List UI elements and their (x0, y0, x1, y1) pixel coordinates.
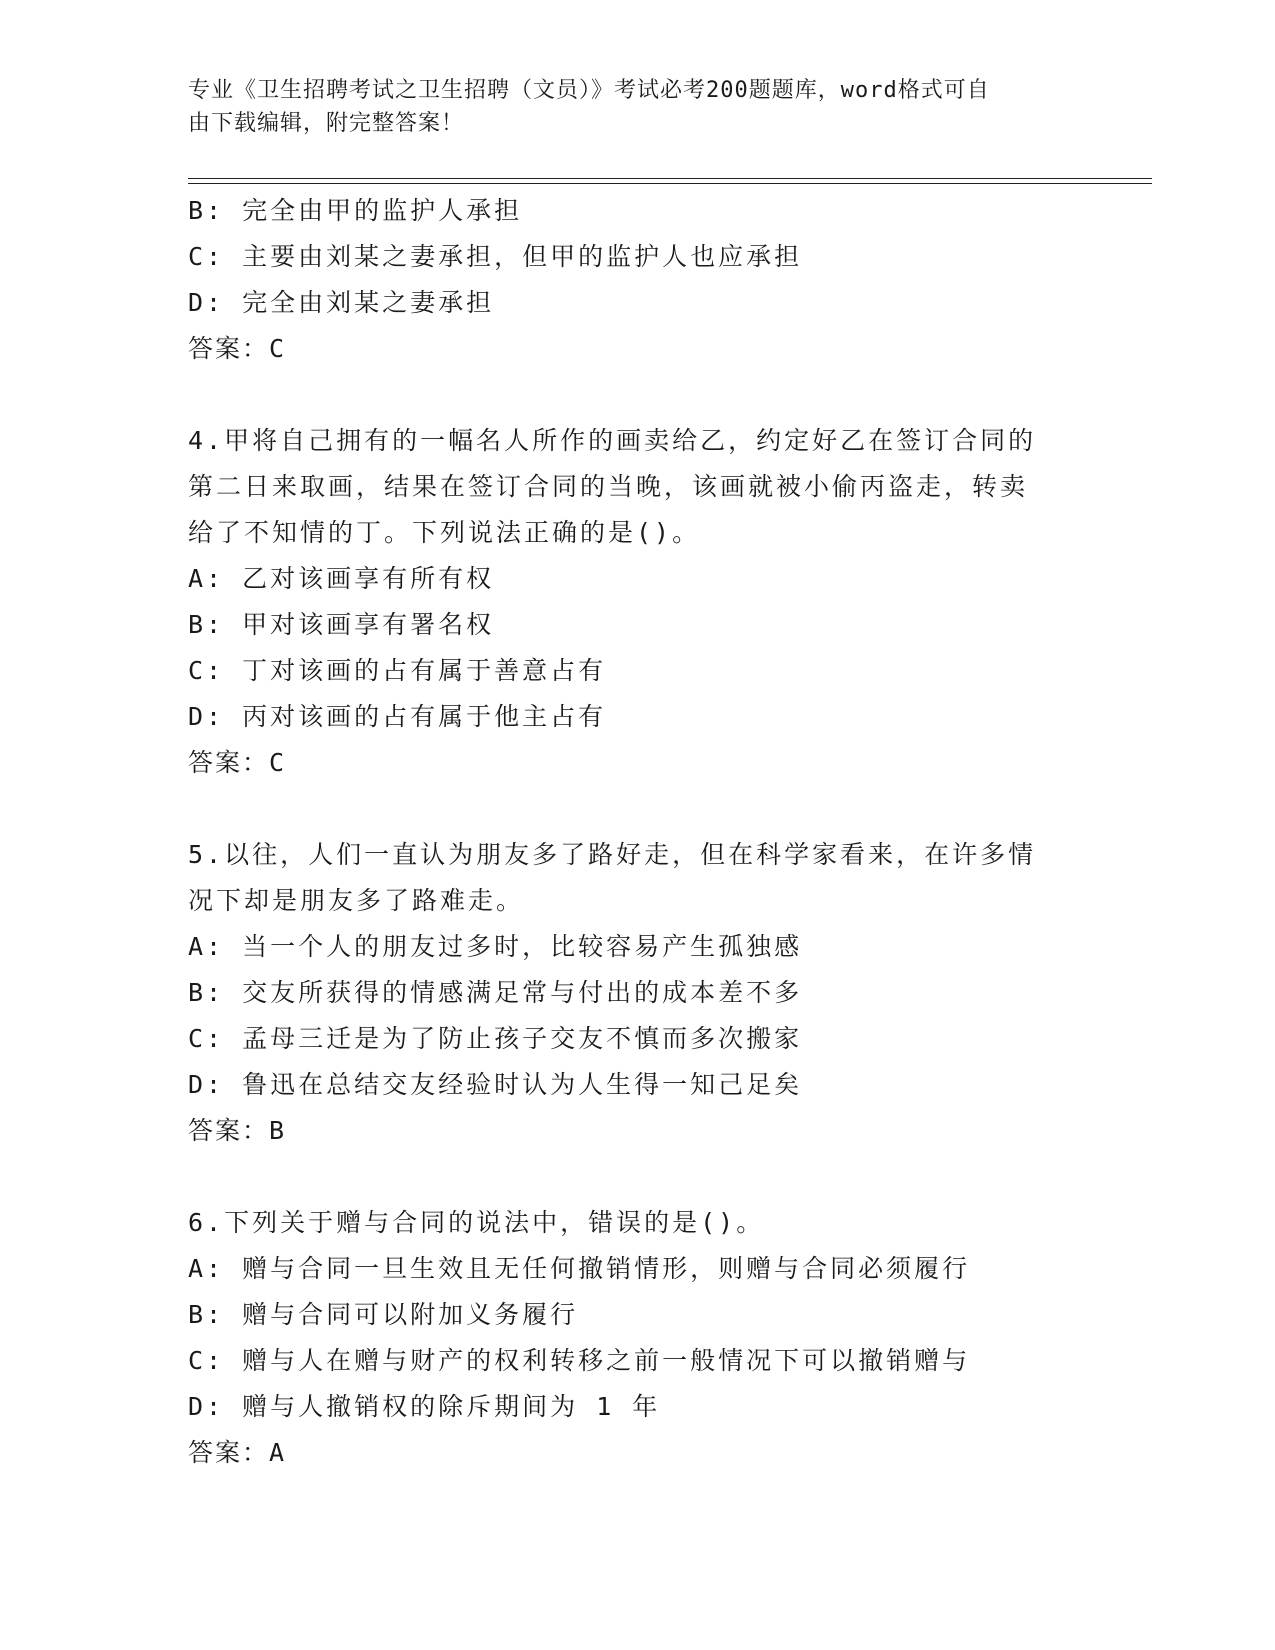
question-text (188, 832, 1088, 924)
question-3-tail (188, 188, 1088, 372)
question-text (188, 418, 1088, 556)
option-a: A: 赠与合同一旦生效且无任何撤销情形，则赠与合同必须履行 (188, 1254, 971, 1283)
header-line-1: 专业《卫生招聘考试之卫生招聘（文员）》考试必考200题题库，word格式可自 (188, 78, 990, 103)
question-text-line: 况下却是朋友多了路难走。 (188, 886, 525, 915)
question-text (188, 1200, 1088, 1246)
option-b: B: 甲对该画享有署名权 (188, 610, 495, 639)
option-b: B: 赠与合同可以附加义务履行 (188, 1300, 579, 1329)
option-d: D: 丙对该画的占有属于他主占有 (188, 702, 607, 731)
question-text-line: 6.下列关于赠与合同的说法中，错误的是()。 (188, 1208, 765, 1237)
option-c: C: 孟母三迁是为了防止孩子交友不慎而多次搬家 (188, 1024, 803, 1053)
option-d: D: 完全由刘某之妻承担 (188, 288, 495, 317)
spacer (188, 786, 1088, 832)
answer-line: 答案：C (188, 748, 287, 777)
header-divider-top (188, 178, 1152, 179)
question-content (188, 188, 1088, 1476)
spacer (188, 372, 1088, 418)
question-text-line: 给了不知情的丁。下列说法正确的是()。 (188, 518, 701, 547)
answer-line: 答案：C (188, 334, 287, 363)
question-text-line: 4.甲将自己拥有的一幅名人所作的画卖给乙，约定好乙在签订合同的 (188, 426, 1037, 455)
answer-line: 答案：A (188, 1438, 287, 1467)
question-4 (188, 418, 1088, 786)
question-text-line: 5.以往，人们一直认为朋友多了路好走，但在科学家看来，在许多情 (188, 840, 1037, 869)
option-b: B: 交友所获得的情感满足常与付出的成本差不多 (188, 978, 803, 1007)
question-6 (188, 1200, 1088, 1476)
question-5 (188, 832, 1088, 1154)
option-c: C: 丁对该画的占有属于善意占有 (188, 656, 607, 685)
option-d: D: 鲁迅在总结交友经验时认为人生得一知己足矣 (188, 1070, 803, 1099)
question-text-line: 第二日来取画，结果在签订合同的当晚，该画就被小偷丙盗走，转卖 (188, 472, 1029, 501)
document-header (188, 74, 1068, 140)
option-c: C: 赠与人在赠与财产的权利转移之前一般情况下可以撤销赠与 (188, 1346, 971, 1375)
option-a: A: 乙对该画享有所有权 (188, 564, 495, 593)
answer-line: 答案：B (188, 1116, 287, 1145)
option-c: C: 主要由刘某之妻承担，但甲的监护人也应承担 (188, 242, 803, 271)
option-d: D: 赠与人撤销权的除斥期间为 1 年 (188, 1392, 661, 1421)
spacer (188, 1154, 1088, 1200)
header-line-2: 由下载编辑，附完整答案！ (188, 111, 465, 136)
option-a: A: 当一个人的朋友过多时，比较容易产生孤独感 (188, 932, 803, 961)
header-divider-bottom (188, 183, 1152, 184)
option-b: B: 完全由甲的监护人承担 (188, 196, 523, 225)
